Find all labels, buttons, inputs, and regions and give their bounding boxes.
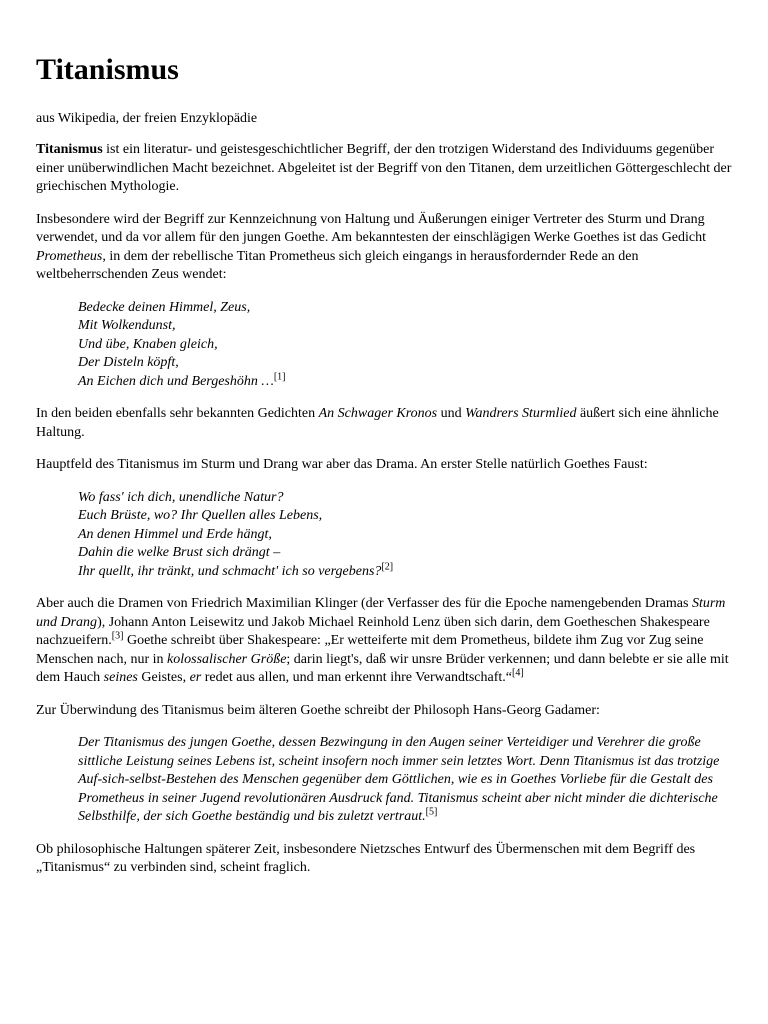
quote-prometheus bbox=[78, 299, 736, 392]
paragraph-text: In den beiden ebenfalls sehr bekannten Gedichten bbox=[36, 406, 319, 421]
paragraph-text: äußert sich eine ähnliche Haltung. bbox=[36, 406, 719, 440]
italic-phrase: er bbox=[189, 670, 202, 685]
work-title-sturm-und-drang: Sturm und Drang bbox=[36, 596, 726, 630]
paragraph-text: , in dem der rebellische Titan Prometheus sich gleich eingangs in herausfordernder Rede an den weltbeherrschenden Zeus wendet: bbox=[36, 248, 639, 282]
quote-line: Bedecke deinen Himmel, Zeus, bbox=[78, 299, 251, 315]
paragraph-text: Aber auch die Dramen von Friedrich Maximilian Klinger (der Verfasser des für die Epoche namengebenden Dramas bbox=[36, 596, 692, 611]
paragraph-drama: Hauptfeld des Titanismus im Sturm und Drang war aber das Drama. An erster Stelle natürlich Goethes Faust: bbox=[36, 457, 648, 472]
quote-line: Wo fass' ich dich, unendliche Natur? bbox=[78, 489, 284, 505]
work-title-prometheus: Prometheus bbox=[36, 248, 103, 264]
paragraph-text: ), Johann Anton Leisewitz und Jakob Michael Reinhold Lenz üben sich darin, dem Goetheschen Shakespeare nachzueifern. bbox=[36, 614, 710, 648]
quote-faust bbox=[78, 489, 736, 582]
page-title: Titanismus bbox=[36, 53, 179, 86]
paragraph-sturm-und-drang bbox=[36, 211, 736, 285]
work-title-schwager-kronos: An Schwager Kronos bbox=[318, 406, 438, 421]
quote-line-last bbox=[78, 370, 736, 392]
paragraph-nietzsche: Ob philosophische Haltungen späterer Zeit, insbesondere Nietzsches Entwurf des Übermenschen mit dem Begriff des „Titanismus“ zu verbinden sind, scheint fraglich. bbox=[36, 841, 696, 875]
article bbox=[36, 52, 736, 892]
quote-line: Und übe, Knaben gleich, bbox=[78, 336, 218, 352]
work-title-wandrers-sturmlied: Wandrers Sturmlied bbox=[465, 406, 577, 421]
paragraph-text: redet aus allen, und man erkennt ihre Verwandtschaft.“ bbox=[201, 670, 512, 685]
italic-phrase: kolossalischer Größe bbox=[167, 651, 287, 667]
paragraph-text: ; darin liegt's, daß wir unsre Brüder verkennen; und dann belebte er sie alle mit dem Hauch bbox=[36, 651, 729, 685]
quote-line-text: An Eichen dich und Bergeshöhn … bbox=[78, 373, 274, 389]
footnote-ref-link[interactable]: [3] bbox=[111, 630, 124, 642]
quote-line: Euch Brüste, wo? Ihr Quellen alles Lebens, bbox=[78, 508, 323, 523]
footnote-ref-link[interactable]: [2] bbox=[381, 560, 394, 572]
quote-gadamer bbox=[78, 734, 732, 827]
quote-line: An denen Himmel und Erde hängt, bbox=[78, 526, 272, 542]
footnote-ref-link[interactable]: [1] bbox=[273, 370, 286, 382]
quote-text: Der Titanismus des jungen Goethe, dessen Bezwingung in den Augen seiner Verteidiger und Verehrer die große sittliche Leistung seines Lebens ist, scheint insofern noch immer sein letztes Wort. Denn Titanismus ist das trotzige Auf-sich-selbst-Bestehen des Menschen gegenüber dem Göttlichen, wie es in Goethes Vorliebe für die Gestalt des Prometheus in seiner Jugend revolutionären Ausdruck fand. Titanismus scheint aber nicht minder die dichterische Selbsthilfe, der sich Goethe beständig und bis zuletzt vertraut. bbox=[78, 735, 720, 824]
paragraph-text: Goethe schreibt über Shakespeare: „Er wetteiferte mit dem Prometheus, bildete ihm Zug vor Zug seine Menschen nach, nur in bbox=[36, 633, 704, 667]
paragraph-text: Geistes, bbox=[137, 670, 190, 685]
italic-phrase: seines bbox=[103, 670, 138, 685]
page-subtitle: aus Wikipedia, der freien Enzyklopädie bbox=[36, 111, 258, 126]
quote-line-text: Ihr quellt, ihr tränkt, und schmacht' ich so vergebens? bbox=[78, 563, 382, 579]
paragraph-intro-text: ist ein literatur- und geistesgeschichtlicher Begriff, der den trotzigen Widerstand des Individuums gegenüber einer unüberwindlichen Macht bezeichnet. Abgeleitet ist der Begriff von den Titanen, dem urzeitlichen Göttergeschlecht der griechischen Mythologie. bbox=[36, 142, 732, 194]
footnote-ref-link[interactable]: [4] bbox=[512, 667, 524, 679]
quote-line-last bbox=[78, 560, 736, 582]
term-bold: Titanismus bbox=[36, 142, 103, 157]
paragraph-text: Insbesondere wird der Begriff zur Kennzeichnung von Haltung und Äußerungen einiger Vertreter des Sturm und Drang verwendet, und da vor allem für den jungen Goethe. Am bekanntesten der einschlägigen Werke Goethes ist das Gedicht bbox=[36, 211, 707, 245]
footnote-ref-link[interactable]: [5] bbox=[425, 806, 438, 818]
paragraph-shakespeare bbox=[36, 595, 736, 688]
quote-line: Dahin die welke Brust sich drängt – bbox=[78, 545, 281, 560]
paragraph-text: und bbox=[437, 406, 466, 421]
paragraph-gedichte bbox=[36, 405, 736, 442]
quote-line: Der Disteln köpft, bbox=[78, 355, 179, 370]
paragraph-gadamer: Zur Überwindung des Titanismus beim älteren Goethe schreibt der Philosoph Hans-Georg Gadamer: bbox=[36, 702, 600, 718]
paragraph-intro bbox=[36, 141, 736, 197]
quote-line: Mit Wolkendunst, bbox=[78, 318, 176, 333]
